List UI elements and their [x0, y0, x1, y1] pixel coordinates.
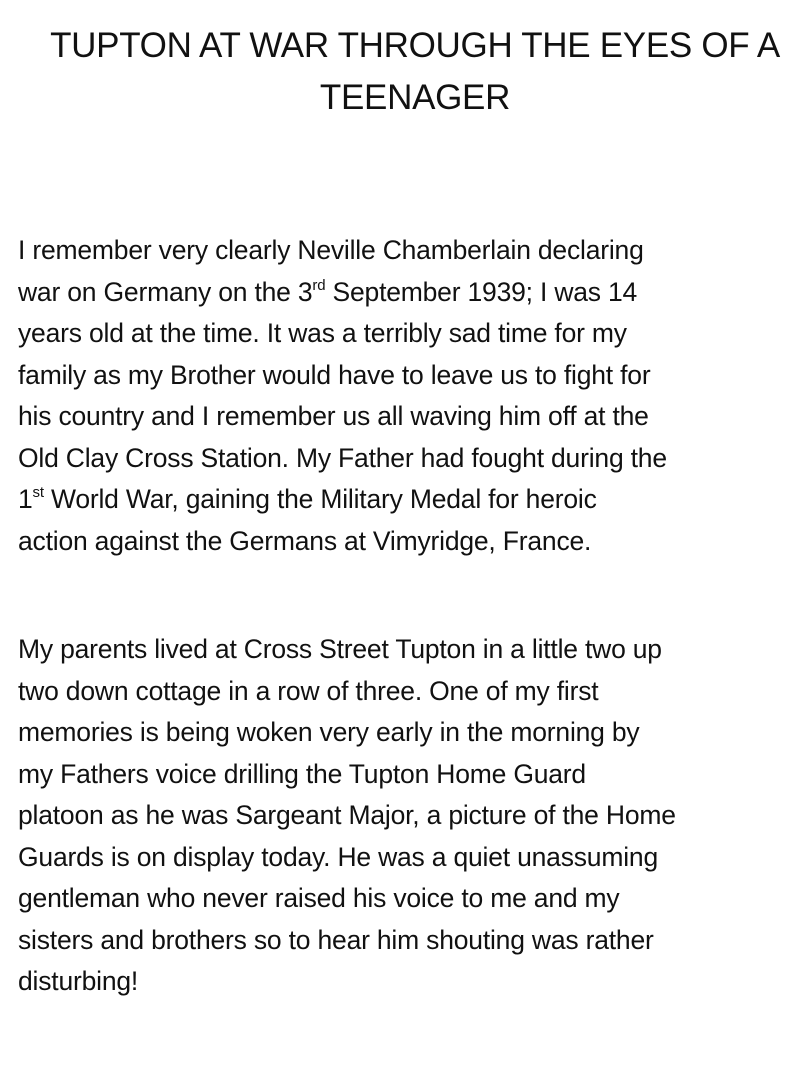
- text-line: action against the Germans at Vimyridge, France.: [18, 525, 592, 556]
- text-line: my Fathers voice drilling the Tupton Home Guard: [18, 758, 586, 789]
- text-line: [18, 479, 800, 521]
- text-line: I remember very clearly Neville Chamberlain declaring: [18, 235, 644, 265]
- text-line: sisters and brothers so to hear him shouting was rather: [18, 924, 654, 955]
- text-line: platoon as he was Sargeant Major, a picture of the Home: [18, 800, 676, 830]
- text-line: My parents lived at Cross Street Tupton in a little two up: [18, 634, 662, 664]
- text-line: years old at the time. It was a terribly sad time for my: [18, 318, 627, 348]
- paragraph-home-guard: [18, 629, 800, 1003]
- text-span: September 1939; I was 14: [325, 276, 638, 307]
- ordinal-suffix: rd: [312, 276, 326, 294]
- text-span: World War, gaining the Military Medal for heroic: [43, 484, 597, 514]
- text-line: memories is being woken very early in the morning by: [18, 717, 640, 747]
- text-line: disturbing!: [18, 966, 139, 996]
- text-line: two down cottage in a row of three. One of my first: [18, 675, 599, 706]
- document-title: [0, 20, 800, 124]
- paragraph-chamberlain: [18, 230, 800, 562]
- text-span: war on Germany on the 3: [18, 276, 313, 307]
- text-line: his country and I remember us all waving him off at the: [18, 401, 649, 431]
- text-line: gentleman who never raised his voice to me and my: [18, 883, 620, 913]
- ordinal-suffix: st: [32, 484, 44, 501]
- title-line: TEENAGER: [319, 78, 511, 117]
- text-line: Guards is on display today. He was a quiet unassuming: [18, 841, 658, 872]
- title-line: TUPTON AT WAR THROUGH THE EYES OF A: [50, 26, 780, 65]
- text-span: 1: [18, 484, 33, 514]
- text-line: Old Clay Cross Station. My Father had fought during the: [18, 442, 667, 473]
- text-line: [18, 272, 800, 314]
- text-line: family as my Brother would have to leave us to fight for: [18, 359, 651, 390]
